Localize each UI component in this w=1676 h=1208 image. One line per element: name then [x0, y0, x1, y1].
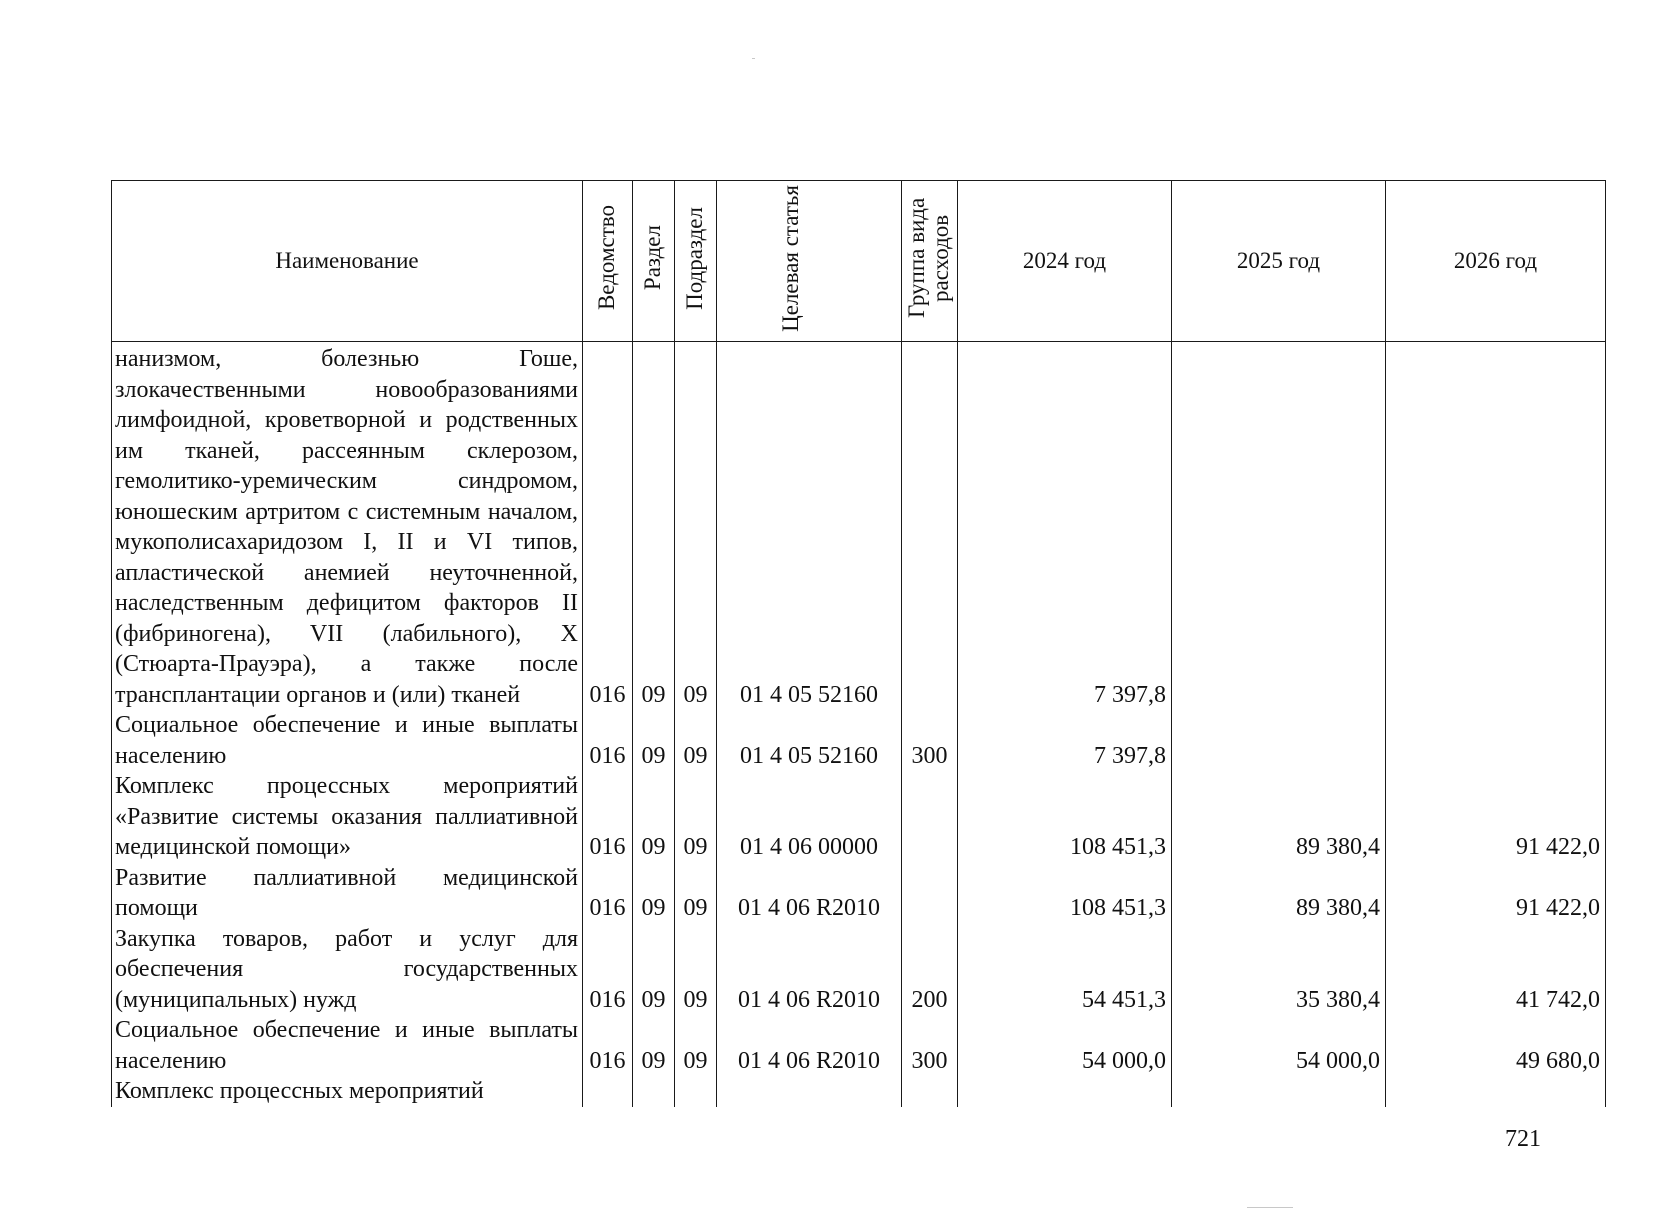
row-celevaya-statya: 01 4 06 R2010 — [717, 1015, 902, 1076]
row-2024: 54 451,3 — [958, 924, 1172, 1016]
table-row — [112, 710, 1606, 771]
header-celevaya-statya — [717, 181, 902, 342]
row-2026 — [1386, 710, 1606, 771]
row-name: Комплекс процессных мероприятий — [112, 1076, 583, 1107]
row-name: нанизмом, болезнью Гоше, злокачественными новообразованиями лимфоидной, кроветворной и родственных им тканей, рассеянным склерозом, гемолитико-уремическим синдромом, юношеским артритом с системным началом, мукополисахаридозом I, II и VI типов, апластической анемией неуточненной, наследственным дефицитом факторов II (фибриногена), VII (лабильного), X (Стюарта-Прауэра), а также после трансплантации органов и (или) тканей — [112, 342, 583, 711]
row-2025: 54 000,0 — [1172, 1015, 1386, 1076]
table-row — [112, 771, 1606, 863]
header-2026 — [1386, 181, 1606, 342]
row-vedomstvo — [583, 1076, 633, 1107]
header-name — [112, 181, 583, 342]
header-podrazdel-label: Подраздел — [682, 206, 708, 310]
row-vedomstvo: 016 — [583, 863, 633, 924]
header-razdel-label: Раздел — [640, 225, 666, 291]
row-razdel: 09 — [633, 771, 675, 863]
header-gruppa-label: Группа вида расходов — [903, 197, 953, 319]
row-podrazdel — [675, 1076, 717, 1107]
row-celevaya-statya: 01 4 06 00000 — [717, 771, 902, 863]
row-razdel — [633, 1076, 675, 1107]
row-2026 — [1386, 342, 1606, 711]
row-2024 — [958, 1076, 1172, 1107]
row-vedomstvo: 016 — [583, 1015, 633, 1076]
row-2026 — [1386, 1076, 1606, 1107]
row-podrazdel: 09 — [675, 924, 717, 1016]
row-2026: 91 422,0 — [1386, 863, 1606, 924]
row-gruppa — [902, 863, 958, 924]
row-2026: 91 422,0 — [1386, 771, 1606, 863]
row-podrazdel: 09 — [675, 342, 717, 711]
row-celevaya-statya: 01 4 06 R2010 — [717, 863, 902, 924]
row-2024: 7 397,8 — [958, 342, 1172, 711]
row-vedomstvo: 016 — [583, 710, 633, 771]
row-celevaya-statya: 01 4 06 R2010 — [717, 924, 902, 1016]
row-gruppa: 200 — [902, 924, 958, 1016]
table-body — [112, 342, 1606, 1107]
row-name: Комплекс процессных мероприятий «Развитие системы оказания паллиативной медицинской помощи» — [112, 771, 583, 863]
row-gruppa — [902, 771, 958, 863]
row-2024: 108 451,3 — [958, 771, 1172, 863]
header-celevaya-statya-label: Целевая статья — [778, 184, 803, 332]
row-razdel: 09 — [633, 1015, 675, 1076]
row-podrazdel: 09 — [675, 710, 717, 771]
header-2025 — [1172, 181, 1386, 342]
header-2025-label: 2025 год — [1236, 248, 1321, 273]
row-gruppa — [902, 342, 958, 711]
row-podrazdel: 09 — [675, 863, 717, 924]
row-razdel: 09 — [633, 710, 675, 771]
header-name-label: Наименование — [275, 248, 419, 273]
row-2025: 89 380,4 — [1172, 863, 1386, 924]
header-2024 — [958, 181, 1172, 342]
table-header-row — [112, 181, 1606, 342]
row-razdel: 09 — [633, 924, 675, 1016]
row-2024: 7 397,8 — [958, 710, 1172, 771]
header-vedomstvo-label: Ведомство — [594, 205, 620, 311]
row-name: Социальное обеспечение и иные выплаты населению — [112, 1015, 583, 1076]
row-vedomstvo: 016 — [583, 342, 633, 711]
row-gruppa — [902, 1076, 958, 1107]
row-gruppa: 300 — [902, 710, 958, 771]
row-name: Закупка товаров, работ и услуг для обеспечения государственных (муниципальных) нужд — [112, 924, 583, 1016]
row-gruppa: 300 — [902, 1015, 958, 1076]
table-row — [112, 863, 1606, 924]
row-podrazdel: 09 — [675, 771, 717, 863]
table-row — [112, 924, 1606, 1016]
row-razdel: 09 — [633, 342, 675, 711]
table-row — [112, 1076, 1606, 1107]
header-podrazdel — [675, 181, 717, 342]
table-row — [112, 342, 1606, 711]
budget-table — [111, 180, 1606, 1107]
row-2026: 41 742,0 — [1386, 924, 1606, 1016]
page-number: 721 — [1505, 1126, 1541, 1152]
row-vedomstvo: 016 — [583, 924, 633, 1016]
row-2025: 35 380,4 — [1172, 924, 1386, 1016]
row-2026: 49 680,0 — [1386, 1015, 1606, 1076]
header-vedomstvo — [583, 181, 633, 342]
scan-mark — [752, 58, 755, 59]
row-name: Развитие паллиативной медицинской помощи — [112, 863, 583, 924]
header-2026-label: 2026 год — [1453, 248, 1538, 273]
row-2025 — [1172, 342, 1386, 711]
row-2025 — [1172, 1076, 1386, 1107]
table-row — [112, 1015, 1606, 1076]
header-razdel — [633, 181, 675, 342]
row-name: Социальное обеспечение и иные выплаты населению — [112, 710, 583, 771]
row-podrazdel: 09 — [675, 1015, 717, 1076]
row-celevaya-statya: 01 4 05 52160 — [717, 710, 902, 771]
row-razdel: 09 — [633, 863, 675, 924]
row-2025 — [1172, 710, 1386, 771]
row-vedomstvo: 016 — [583, 771, 633, 863]
row-celevaya-statya — [717, 1076, 902, 1107]
header-2024-label: 2024 год — [1022, 248, 1107, 273]
header-gruppa — [902, 181, 958, 342]
row-2024: 54 000,0 — [958, 1015, 1172, 1076]
row-celevaya-statya: 01 4 05 52160 — [717, 342, 902, 711]
row-2024: 108 451,3 — [958, 863, 1172, 924]
row-2025: 89 380,4 — [1172, 771, 1386, 863]
